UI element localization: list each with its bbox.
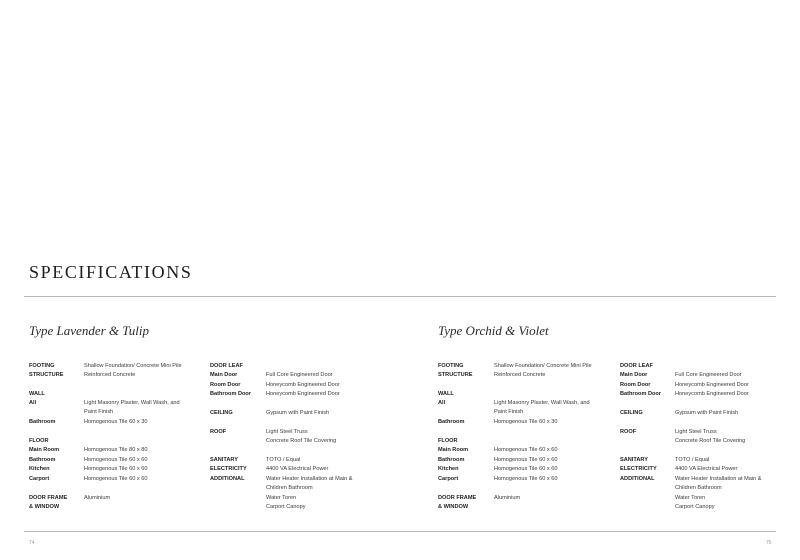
roof-label: ROOF	[210, 429, 227, 435]
room-door-value: Honeycomb Engineered Door	[675, 382, 749, 388]
floor-kitchen-value: Homogenous Tile 60 x 60	[494, 466, 558, 472]
ceiling-label: CEILING	[210, 410, 233, 416]
wall-label: WALL	[29, 391, 45, 397]
wall-bathroom-label: Bathroom	[438, 419, 465, 425]
sanitary-label: SANITARY	[620, 457, 648, 463]
electricity-label: ELECTRICITY	[620, 466, 657, 472]
floor-bathroom-value: Homogenous Tile 60 x 60	[84, 457, 148, 463]
structure-value: Reinforced Concrete	[84, 372, 136, 378]
bottom-divider	[24, 531, 776, 532]
additional-value-4: Carport Canopy	[266, 504, 306, 510]
footing-value: Shallow Foundation/ Concrete Mini Pile	[494, 363, 592, 369]
floor-main-room-value: Homogenous Tile 60 x 60	[494, 447, 558, 453]
type-title: Type Lavender & Tulip	[29, 323, 150, 338]
sanitary-value: TOTO / Equal	[266, 457, 301, 463]
roof-value: Light Steel Truss	[675, 429, 717, 435]
bathroom-door-label: Bathroom Door	[210, 391, 252, 397]
floor-bathroom-label: Bathroom	[438, 457, 465, 463]
additional-value-3: Water Toren	[675, 495, 706, 501]
floor-bathroom-value: Homogenous Tile 60 x 60	[494, 457, 558, 463]
wall-all-value-cont: Paint Finish	[84, 409, 114, 415]
structure-label: STRUCTURE	[29, 372, 64, 378]
additional-label: ADDITIONAL	[620, 476, 655, 482]
wall-all-value-cont: Paint Finish	[494, 409, 524, 415]
page-number-left: 74	[29, 540, 35, 546]
room-door-label: Room Door	[620, 382, 651, 388]
additional-value-4: Carport Canopy	[675, 504, 715, 510]
main-door-value: Full Core Engineered Door	[266, 372, 333, 378]
wall-all-label: All	[29, 400, 37, 406]
floor-carport-value: Homogenous Tile 60 x 60	[84, 476, 148, 482]
door-frame-label-cont: & WINDOW	[29, 504, 60, 510]
room-door-label: Room Door	[210, 382, 241, 388]
wall-bathroom-value: Homogenous Tile 60 x 30	[84, 419, 148, 425]
floor-main-room-label: Main Room	[29, 447, 60, 453]
wall-label: WALL	[438, 391, 454, 397]
roof-value-cont: Concrete Roof Tile Covering	[675, 438, 746, 444]
additional-value-2: Children Bathroom	[266, 485, 313, 491]
electricity-label: ELECTRICITY	[210, 466, 247, 472]
floor-carport-label: Carport	[438, 476, 459, 482]
bathroom-door-label: Bathroom Door	[620, 391, 662, 397]
wall-bathroom-label: Bathroom	[29, 419, 56, 425]
roof-value: Light Steel Truss	[266, 429, 308, 435]
additional-value-3: Water Toren	[266, 495, 297, 501]
footing-label: FOOTING	[29, 363, 55, 369]
door-leaf-label: DOOR LEAF	[210, 363, 243, 369]
bathroom-door-value: Honeycomb Engineered Door	[675, 391, 749, 397]
ceiling-value: Gypsum with Paint Finish	[675, 410, 739, 416]
floor-label: FLOOR	[29, 438, 49, 444]
additional-value: Water Heater Installation at Main &	[266, 476, 353, 482]
structure-label: STRUCTURE	[438, 372, 473, 378]
ceiling-value: Gypsum with Paint Finish	[266, 410, 330, 416]
sanitary-value: TOTO / Equal	[675, 457, 710, 463]
type-title: Type Orchid & Violet	[438, 323, 549, 338]
ceiling-label: CEILING	[620, 410, 643, 416]
door-frame-value: Aluminium	[84, 495, 111, 501]
floor-main-room-label: Main Room	[438, 447, 469, 453]
wall-all-label: All	[438, 400, 446, 406]
footing-label: FOOTING	[438, 363, 464, 369]
roof-label: ROOF	[620, 429, 637, 435]
floor-kitchen-label: Kitchen	[29, 466, 50, 472]
door-frame-label: DOOR FRAME	[29, 495, 68, 501]
floor-kitchen-value: Homogenous Tile 60 x 60	[84, 466, 148, 472]
door-frame-label-cont: & WINDOW	[438, 504, 469, 510]
additional-label: ADDITIONAL	[210, 476, 245, 482]
main-door-label: Main Door	[620, 372, 648, 378]
page-heading: SPECIFICATIONS	[29, 262, 193, 282]
floor-kitchen-label: Kitchen	[438, 466, 459, 472]
floor-main-room-value: Homogenous Tile 80 x 80	[84, 447, 148, 453]
sanitary-label: SANITARY	[210, 457, 238, 463]
structure-value: Reinforced Concrete	[494, 372, 546, 378]
main-door-value: Full Core Engineered Door	[675, 372, 742, 378]
wall-all-value: Light Masonry Plaster, Wall Wash, and	[84, 400, 180, 406]
additional-value: Water Heater Installation at Main &	[675, 476, 762, 482]
roof-value-cont: Concrete Roof Tile Covering	[266, 438, 337, 444]
floor-carport-value: Homogenous Tile 60 x 60	[494, 476, 558, 482]
door-frame-label: DOOR FRAME	[438, 495, 477, 501]
electricity-value: 4400 VA Electrical Power	[266, 466, 329, 472]
electricity-value: 4400 VA Electrical Power	[675, 466, 738, 472]
main-door-label: Main Door	[210, 372, 238, 378]
footing-value: Shallow Foundation/ Concrete Mini Pile	[84, 363, 182, 369]
bathroom-door-value: Honeycomb Engineered Door	[266, 391, 340, 397]
wall-bathroom-value: Homogenous Tile 60 x 30	[494, 419, 558, 425]
additional-value-2: Children Bathroom	[675, 485, 722, 491]
top-divider	[24, 296, 776, 297]
door-frame-value: Aluminium	[494, 495, 521, 501]
door-leaf-label: DOOR LEAF	[620, 363, 653, 369]
room-door-value: Honeycomb Engineered Door	[266, 382, 340, 388]
floor-bathroom-label: Bathroom	[29, 457, 56, 463]
floor-label: FLOOR	[438, 438, 458, 444]
page-number-right: 75	[766, 540, 772, 546]
floor-carport-label: Carport	[29, 476, 50, 482]
wall-all-value: Light Masonry Plaster, Wall Wash, and	[494, 400, 590, 406]
